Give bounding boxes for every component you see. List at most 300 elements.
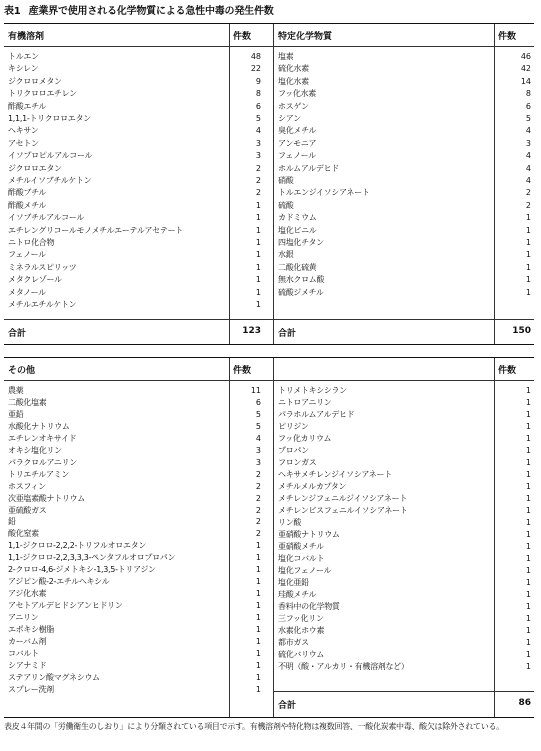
case-count: 1 [255,250,261,260]
table-row [278,163,531,174]
table-row [278,397,531,408]
case-count: 1 [525,530,531,539]
specified-count-header: 件数 [498,32,517,42]
table-row [8,576,261,587]
table-row [8,493,261,504]
case-count: 6 [255,397,261,407]
table-row [8,225,261,236]
table-row [278,225,531,236]
case-count: 1 [525,554,531,563]
case-count: 1 [525,446,531,455]
table-row [278,113,531,124]
table-row [278,541,531,552]
substance-name: 不明（酸・アルカリ・有機溶剤など） [278,662,409,671]
substance-name: 酢酸メチル [8,200,47,210]
case-count: 3 [255,138,261,148]
table-row [278,385,531,396]
table-row [278,649,531,660]
case-count: 5 [255,114,261,123]
substance-name: 亜硫酸ガス [8,505,47,515]
substance-name: 三フッ化リン [278,614,324,623]
substance-name: 次亜塩素酸ナトリウム [8,493,85,503]
substance-name: 酢酸エチル [8,101,47,111]
case-count: 1 [255,238,261,247]
case-count: 8 [525,89,531,99]
substance-name: イソプロピルアルコール [8,151,93,161]
case-count: 1 [255,262,261,272]
right-total-divider [273,691,534,692]
substance-name: 硝酸 [278,176,294,185]
solvents-header: 有機溶剤 [8,32,45,42]
table-row [8,274,261,285]
substance-name: 無水クロム酸 [278,275,325,285]
case-count: 11 [250,386,261,395]
substance-name: 酸化窒素 [8,529,39,539]
substance-name: ニトロ化合物 [8,238,55,247]
case-count: 6 [255,101,261,111]
case-count: 1 [525,470,531,479]
substance-name: エポキシ樹脂 [8,625,55,634]
footnote: 表皮４年間の「労働衛生のしおり」により分類されている項目で示す。有機溶剤や特化物は複数回答、一酸化炭素中毒、酸欠は除外されている。 [4,722,504,731]
case-count: 1 [525,213,531,223]
case-count: 2 [255,517,261,527]
case-count: 2 [255,493,261,503]
case-count: 1 [525,602,531,611]
table-row [8,76,261,87]
table-row [8,588,261,599]
case-count: 8 [255,89,261,99]
header-divider [4,46,534,47]
case-count: 1 [525,238,531,247]
solvents-total-row [8,326,261,339]
case-count: 4 [525,176,531,185]
substance-name: トルエンジイソシアネート [278,188,370,198]
case-count: 1 [255,684,261,694]
table-row [8,660,261,671]
table-row [278,409,531,420]
case-count: 2 [255,481,261,491]
table-row [278,150,531,161]
table-row [278,262,531,273]
substance-name: メチルメルカプタン [278,482,347,491]
total-label: 合計 [278,329,297,339]
case-count: 1 [525,518,531,527]
substance-name: 1,1-ジクロロ-2,2,2-トリフルオロエタン [8,541,147,551]
case-count: 3 [525,138,531,148]
case-count: 1 [255,636,261,646]
substance-name: 亜硝酸メチル [278,542,324,551]
table-row [8,528,261,539]
case-count: 2 [255,529,261,539]
table-row [8,237,261,248]
substance-name: アンモニア [278,138,317,148]
table-row [8,287,261,298]
header-divider [4,380,534,381]
total-value: 150 [512,326,531,336]
top-table [4,23,534,345]
substance-name: ジクロロエタン [8,163,62,173]
table-row [278,212,531,223]
case-count: 4 [255,433,261,443]
case-count: 1 [525,410,531,419]
substance-name: 水銀 [278,250,294,260]
specified-chemicals-header: 特定化学物質 [278,32,333,42]
table-row [8,212,261,223]
substance-name: 塩化水素 [278,76,309,86]
case-count: 1 [255,672,261,682]
case-count: 2 [255,505,261,515]
table-row [278,613,531,624]
case-count: 1 [525,275,531,285]
case-count: 1 [255,648,261,658]
case-count: 2 [525,200,531,210]
substance-name: 硫酸 [278,200,294,210]
case-count: 3 [255,151,261,161]
substance-name: アジピン酸-2-エチルヘキシル [8,577,110,587]
substance-name: 農薬 [8,386,24,395]
case-count: 5 [255,409,261,419]
case-count: 1 [525,542,531,551]
substance-name: ヘキサン [8,126,39,136]
case-count: 1 [255,275,261,285]
other-header: その他 [8,366,36,376]
substance-name: トリエチルアミン [8,469,70,479]
case-count: 46 [520,52,531,61]
case-count: 1 [525,614,531,623]
substance-name: 塩化フェノール [278,566,332,575]
case-count: 1 [255,200,261,210]
substance-name: 1,1-ジクロロ-2,2,3,3,3-ペンタフルオロプロパン [8,553,176,563]
case-count: 48 [250,52,261,61]
case-count: 2 [525,188,531,198]
table-row [8,600,261,611]
substance-name: アジ化水素 [8,589,47,599]
substance-name: 二酸化塩素 [8,397,47,407]
table-row [278,175,531,186]
substance-name: ホスフィン [8,481,46,491]
other-total-row [278,698,531,711]
substance-name: トリメトキシシラン [278,386,347,395]
substance-name: 2-クロロ-4,6-ジメトキシ-1,3,5-トリアジン [8,565,156,575]
substance-name: ホスゲン [278,101,309,111]
substance-name: フェノール [8,250,46,260]
case-count: 3 [255,457,261,467]
case-count: 1 [255,577,261,587]
substance-name: 硫化バリウム [278,650,325,659]
substance-name: メチレンビスフェニルイソシアネート [278,506,408,515]
case-count: 42 [520,64,531,74]
specified-total-row [278,326,531,339]
table-row [278,101,531,112]
substance-name: 珪酸メチル [278,590,317,599]
case-count: 1 [255,660,261,670]
substance-name: フェノール [278,151,316,161]
table-number: 表1 [4,6,21,17]
table-row [8,540,261,551]
case-count: 5 [525,114,531,123]
substance-name: 臭化メチル [278,126,317,136]
substance-name: フッ化カリウム [278,434,332,443]
table-row [278,445,531,456]
case-count: 22 [250,64,261,74]
case-count: 1 [525,638,531,647]
substance-name: 酢酸ブチル [8,188,47,198]
table-row [8,505,261,516]
substance-name: シアン [278,114,301,123]
substance-name: ヘキサメチレンジイソシアネート [278,470,392,479]
substance-name: エチレングリコールモノメチルエーテルアセテート [8,225,183,235]
table-row [8,175,261,186]
table-row [8,564,261,575]
substance-name: オキシ塩化リン [8,445,62,455]
table-row [278,433,531,444]
solvents-count-header: 件数 [233,32,252,42]
substance-name: 塩化コバルト [278,554,325,563]
case-count: 14 [520,76,531,86]
table-row [278,565,531,576]
substance-name: メタノール [8,287,46,297]
substance-name: コバルト [8,648,39,658]
case-count: 1 [525,482,531,491]
table-row [8,101,261,112]
table-row [278,517,531,528]
substance-name: ピリジン [278,422,309,431]
substance-name: フロンガス [278,458,317,467]
table-row [278,577,531,588]
substance-name: イソブチルアルコール [8,213,85,223]
case-count: 2 [255,176,261,185]
table-row [278,287,531,298]
table-row [8,51,261,62]
table-row [278,553,531,564]
bottom-table [4,357,534,718]
total-label: 合計 [8,329,27,339]
case-count: 1 [255,553,261,563]
table-row [278,457,531,468]
case-count: 4 [525,126,531,136]
case-count: 3 [255,445,261,455]
case-count: 5 [255,421,261,431]
case-count: 1 [525,566,531,575]
case-count: 2 [255,163,261,173]
substance-name: フッ化水素 [278,89,316,99]
table-row [278,88,531,99]
substance-name: 都市ガス [278,638,309,647]
substance-name: カーバム剤 [8,636,47,646]
table-row [8,481,261,492]
table-row [278,625,531,636]
case-count: 1 [525,386,531,395]
substance-name: ジクロロメタン [8,76,62,86]
table-row [278,249,531,260]
column-divider [273,24,274,344]
table-row [8,672,261,683]
table-row [8,187,261,198]
case-count: 1 [255,589,261,599]
table-row [8,262,261,273]
case-count: 2 [255,188,261,198]
substance-name: アセトアルデヒドシアンヒドリン [8,601,123,611]
table-row [278,63,531,74]
case-count: 1 [525,262,531,272]
substance-name: ニトロアニリン [278,398,332,407]
case-count: 4 [525,163,531,173]
substance-name: 亜鉛 [8,409,24,419]
substance-name: 塩化ビニル [278,225,317,235]
table-row [278,589,531,600]
substance-name: 水酸化ナトリウム [8,421,70,431]
substance-name: メチルエチルケトン [8,300,77,309]
substance-name: 塩化亜鉛 [278,578,309,587]
table-row [8,648,261,659]
table-row [278,601,531,612]
case-count: 1 [525,506,531,515]
substance-name: カドミウム [278,213,317,223]
table-row [8,445,261,456]
substance-name: メタクレゾール [8,275,62,285]
total-divider [4,319,534,320]
table-row [278,421,531,432]
substance-name: 鉛 [8,517,16,527]
substance-name: プロパン [278,446,309,455]
table-row [278,493,531,504]
other-count-header: 件数 [233,366,252,376]
substance-name: 塩素 [278,52,294,61]
table-row [8,612,261,623]
table-row [8,552,261,563]
table-row [278,469,531,480]
case-count: 1 [255,225,261,235]
case-count: 1 [525,434,531,443]
table-row [8,88,261,99]
table-row [8,624,261,635]
table-row [8,138,261,149]
substance-name: ステアリン酸マグネシウム [8,672,100,682]
table-row [8,113,261,124]
table-row [8,516,261,527]
table-row [8,409,261,420]
table-row [278,138,531,149]
table-row [278,661,531,672]
substance-name: 二酸化硫黄 [278,262,317,272]
case-count: 1 [255,613,261,623]
substance-name: トリクロロエチレン [8,89,77,99]
substance-name: 硫化水素 [278,64,309,74]
table-row [8,684,261,695]
substance-name: メチレンジフェニルジイソシアネート [278,494,408,503]
case-count: 1 [525,650,531,659]
case-count: 1 [525,225,531,235]
case-count: 1 [255,213,261,223]
table-row [8,457,261,468]
table-row [8,163,261,174]
table-row [8,200,261,211]
table-row [278,529,531,540]
table-row [278,125,531,136]
case-count: 1 [255,601,261,611]
table-row [278,481,531,492]
substance-name: 香料中の化学物質 [278,602,340,611]
table-row [8,299,261,310]
substance-name: ミネラルスピリッツ [8,262,77,272]
total-value: 123 [242,326,261,336]
case-count: 1 [255,625,261,634]
table-row [8,469,261,480]
substance-name: シアナミド [8,660,47,670]
table-title: 産業界で使用される化学物質による急性中毒の発生件数 [28,6,274,17]
case-count: 6 [525,101,531,111]
case-count: 9 [255,76,261,86]
case-count: 1 [255,300,261,309]
table-row [8,63,261,74]
substance-name: パラクロルアニリン [8,457,77,467]
case-count: 1 [525,287,531,297]
table-row [278,76,531,87]
table-row [8,385,261,396]
case-count: 1 [525,458,531,467]
substance-name: エチレンオキサイド [8,433,77,443]
table-row [8,397,261,408]
case-count: 1 [255,565,261,575]
case-count: 1 [525,398,531,407]
table-row [278,637,531,648]
table-row [8,150,261,161]
case-count: 1 [255,541,261,551]
case-count: 1 [525,250,531,260]
substance-name: パラホルムアルデヒド [278,410,355,419]
case-count: 1 [525,578,531,587]
case-count: 1 [525,626,531,635]
table-row [8,433,261,444]
substance-name: アニリン [8,613,39,623]
substance-name: キシレン [8,64,39,74]
substance-name: スプレー洗剤 [8,684,54,694]
table-row [278,237,531,248]
case-count: 1 [255,287,261,297]
substance-name: トルエン [8,52,39,61]
table-row [8,249,261,260]
table-caption [4,2,274,17]
table-row [8,636,261,647]
other-continued-count-header: 件数 [498,366,517,376]
substance-name: メチルイソブチルケトン [8,176,92,185]
table-row [8,125,261,136]
table-row [278,505,531,516]
case-count: 2 [255,469,261,479]
table-row [278,51,531,62]
substance-name: リン酸 [278,518,302,527]
table-row [278,187,531,198]
table-row [278,274,531,285]
column-divider [273,358,274,717]
substance-name: 水素化ホウ素 [278,626,325,635]
substance-name: ホルムアルデヒド [278,163,339,173]
case-count: 1 [525,494,531,503]
substance-name: 1,1,1-トリクロロエタン [8,114,91,123]
case-count: 4 [525,151,531,161]
case-count: 1 [525,590,531,599]
table-row [278,200,531,211]
substance-name: 四塩化チタン [278,238,324,247]
substance-name: 硫酸ジメチル [278,287,324,297]
case-count: 1 [525,662,531,671]
total-label: 合計 [278,701,297,711]
table-row [8,421,261,432]
substance-name: 亜硝酸ナトリウム [278,530,340,539]
case-count: 1 [525,422,531,431]
total-value: 86 [518,698,531,708]
substance-name: アセトン [8,138,39,148]
